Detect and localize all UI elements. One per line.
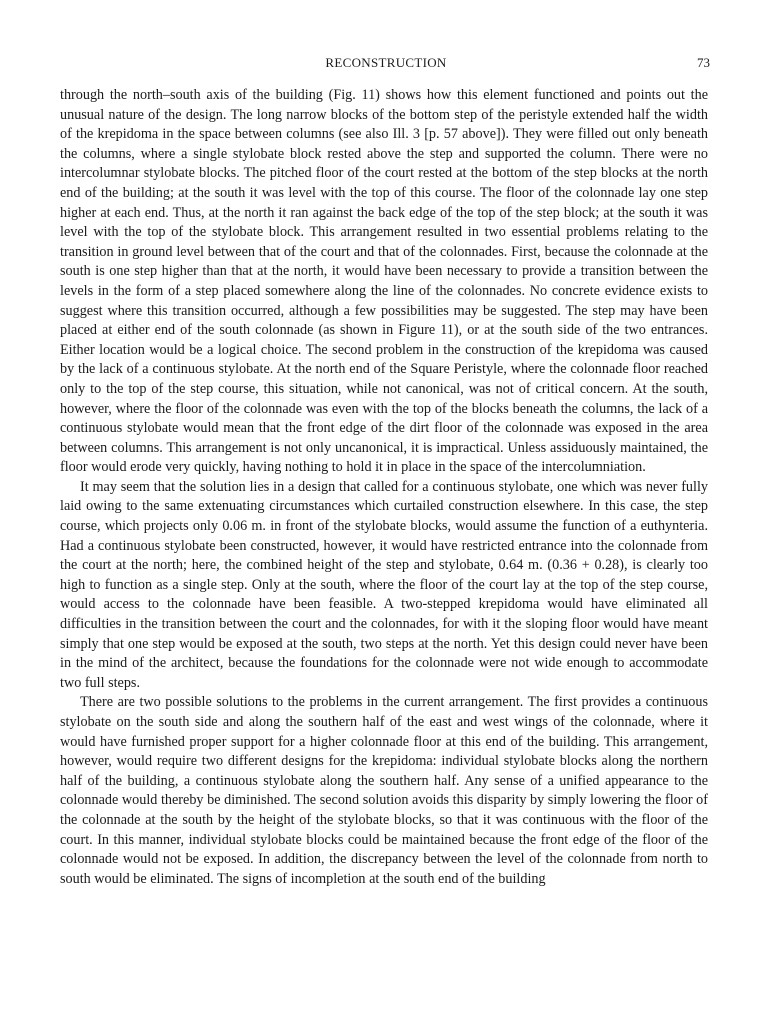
paragraph-two-solutions: There are two possible solutions to the problems in the current arrangement. The first provides a continuous stylobate on the south side and along the southern half of the east and west wings of the colonnade, where it would have furnished proper support for a higher colonnade floor at this end of the building. This arrangement, however, would require two different designs for the krepidoma: individual stylobate blocks along the northern half of the building, a continuous stylobate along the southern half. Any sense of a unified appearance to the colonnade would thereby be diminished. The second solution avoids this disparity by simply lowering the floor of the colonnade at the south by the height of the stylobate blocks, so that it was continuous with the floor of the court. In this manner, individual stylobate blocks could be maintained because the front edge of the floor of the colonnade would not be exposed. In addition, the discrepancy between the level of the colonnade from north to south would be eliminated. The signs of incompletion at the south end of the building — [60, 694, 708, 887]
paragraph-stylobate-solution: It may seem that the solution lies in a design that called for a continuous stylobate, one which was never fully laid owing to the same extenuating circumstances which curtailed construction elsewhere. In this case, the step course, which projects only 0.06 m. in front of the stylobate blocks, would assume the function of a euthynteria. Had a continuous stylobate been constructed, however, it would have restricted entrance into the colonnade from the court at the north; here, the combined height of the step and stylobate, 0.64 m. (0.36 + 0.28), is clearly too high to function as a single step. Only at the south, where the floor of the court lay at the top of the step course, would access to the colonnade have been feasible. A two-stepped krepidoma would have eliminated all difficulties in the transition between the court and the colonnades, for with it the sloping floor would have meant simply that one step would be exposed at the south, two steps at the north. Yet this design could never have been in the mind of the architect, because the foundations for the colonnade were not wide enough to accommodate two full steps. — [60, 478, 708, 691]
paragraph-continued: through the north–south axis of the building (Fig. 11) shows how this element functioned and points out the unusual nature of the design. The long narrow blocks of the bottom step of the peristyle extended half the width of the krepidoma in the space between columns (see also Ill. 3 [p. 57 above]). They were filled out only beneath the columns, where a single stylobate block rested above the step and supported the column. There were no intercolumnar stylobate blocks. The pitched floor of the court rested at the bottom of the step blocks at the north end of the building; at the south it was level with the top of this course. The floor of the colonnade lay one step higher at each end. Thus, at the north it ran against the back edge of the top of the step block; at the south it was level with the top of the stylobate block. This arrangement resulted in two essential problems relating to the transition in ground level between that of the court and that of the colonnades. First, because the colonnade at the south is one step higher than that at the north, it would have been necessary to provide a transition between the levels in the form of a step placed somewhere along the line of the colonnades. No concrete evidence exists to suggest where this transition occurred, although a few possibilities may be suggested. The step may have been placed at either end of the south colonnade (as shown in Figure 11), or at the south side of the two entrances. Either location would be a logical choice. The second problem in the construction of the krepidoma was caused by the lack of a continuous stylobate. At the north end of the Square Peristyle, where the colonnade floor reached only to the top of the step course, this situation, while not canonical, was not of critical concern. At the south, however, where the floor of the colonnade was even with the top of the blocks beneath the columns, the lack of a continuous stylobate would mean that the front edge of the dirt floor of the colonnade was exposed in the area between columns. This arrangement is not only uncanonical, it is impractical. Unless assiduously maintained, the floor would erode very quickly, having nothing to hold it in place in the space of the intercolumniation. — [60, 87, 708, 476]
page-header — [62, 55, 710, 75]
running-head: RECONSTRUCTION — [325, 55, 447, 70]
page-number: 73 — [697, 55, 710, 70]
body-text — [60, 86, 708, 889]
